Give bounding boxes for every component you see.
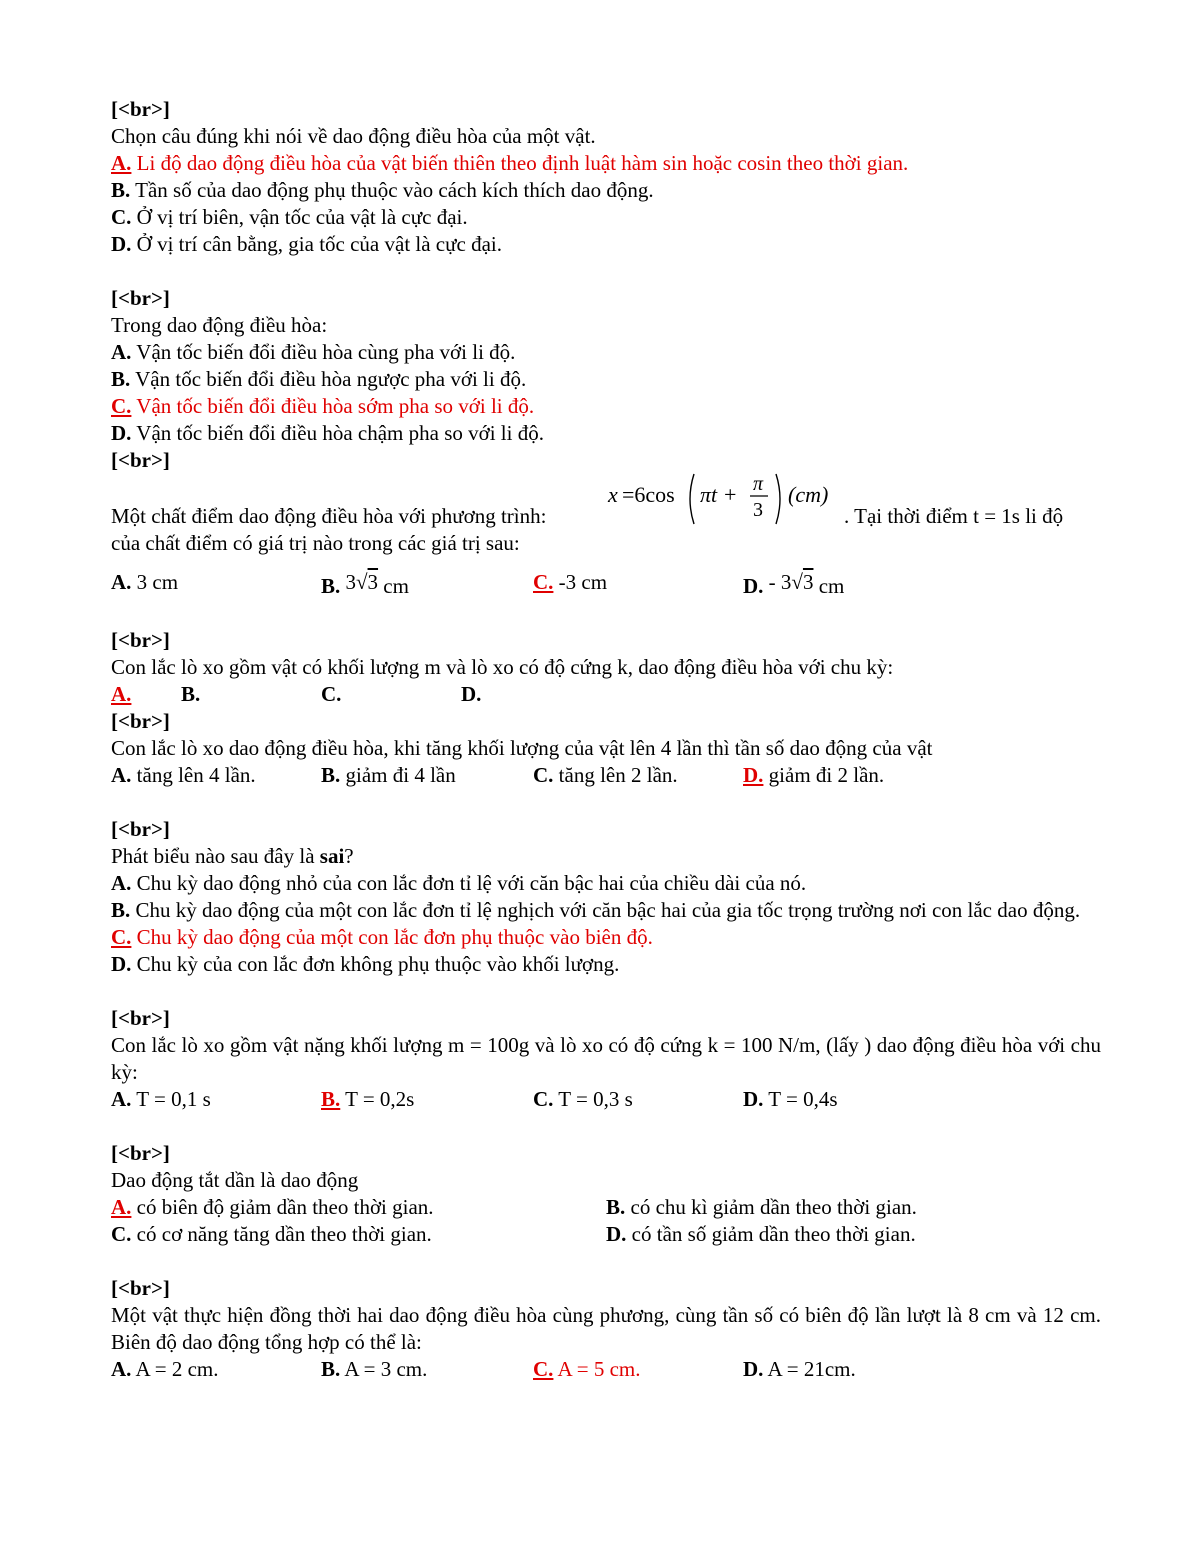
option-label: A. <box>111 151 132 175</box>
question-stem: Con lắc lò xo gồm vật có khối lượng m và lò xo có độ cứng k, dao động điều hòa với chu kỳ: <box>111 655 894 679</box>
eq-unit: (cm) <box>788 482 829 507</box>
option-d <box>111 231 1101 258</box>
option-label: C. <box>111 1222 132 1246</box>
option-a <box>111 762 321 789</box>
question-3 <box>111 447 1101 600</box>
option-text: Vận tốc biến đổi điều hòa sớm pha so với li độ. <box>131 394 535 418</box>
option-label: B. <box>111 178 131 202</box>
question-stem-line2: của chất điểm có giá trị nào trong các giá trị sau: <box>111 531 520 555</box>
question-separator: [<br>] <box>111 448 170 472</box>
question-stem: Một chất điểm dao động điều hòa với phương trình: <box>111 504 547 528</box>
question-1 <box>111 96 1101 258</box>
option-text: Chu kỳ của con lắc đơn không phụ thuộc vào khối lượng. <box>131 952 620 976</box>
option-label: B. <box>321 1357 341 1381</box>
options-row <box>111 569 1101 600</box>
option-text: giảm đi 4 lần <box>340 763 456 787</box>
eq-numerator: π <box>753 473 764 495</box>
option-b <box>111 366 1101 393</box>
option-b <box>111 177 1101 204</box>
option-b-correct <box>321 1086 533 1113</box>
question-6 <box>111 816 1101 978</box>
option-text: giảm đi 2 lần. <box>763 763 885 787</box>
option-text: Vận tốc biến đổi điều hòa cùng pha với li độ. <box>131 340 516 364</box>
question-7 <box>111 1005 1101 1113</box>
option-text: Chu kỳ dao động của một con lắc đơn phụ thuộc vào biên độ. <box>131 925 653 949</box>
option-b <box>181 681 321 708</box>
option-text: Chu kỳ dao động của một con lắc đơn tỉ lệ nghịch với căn bậc hai của gia tốc trọng trường nơi con lắc dao động. <box>130 898 1081 922</box>
option-a <box>111 339 1101 366</box>
option-label: B. <box>321 1087 341 1111</box>
option-text: có biên độ giảm dần theo thời gian. <box>131 1195 434 1219</box>
option-label: D. <box>111 952 132 976</box>
question-stem: Chọn câu đúng khi nói về dao động điều hòa của một vật. <box>111 124 596 148</box>
option-c <box>533 762 743 789</box>
radical-expression <box>346 569 379 596</box>
option-d <box>111 420 1101 447</box>
option-label: B. <box>606 1195 626 1219</box>
radical-coef: 3 <box>345 570 357 594</box>
option-a-correct <box>111 150 1101 177</box>
options-grid <box>111 1194 1101 1248</box>
option-text: Chu kỳ dao động nhỏ của con lắc đơn tỉ lệ với căn bậc hai của chiều dài của nó. <box>131 871 807 895</box>
question-separator: [<br>] <box>111 628 170 652</box>
option-a-correct <box>111 681 181 708</box>
option-text: Ở vị trí cân bằng, gia tốc của vật là cực đại. <box>131 232 502 256</box>
equation-graphic <box>606 468 846 530</box>
option-label: A. <box>111 1087 132 1111</box>
option-b <box>321 762 533 789</box>
option-label: C. <box>533 1087 554 1111</box>
option-label: D. <box>743 1357 764 1381</box>
option-a <box>111 1086 321 1113</box>
option-b <box>321 569 533 600</box>
option-c <box>111 204 1101 231</box>
option-text: A = 3 cm. <box>340 1357 428 1381</box>
radical-coef: 3 <box>780 570 792 594</box>
option-label: C. <box>533 763 554 787</box>
question-stem <box>111 843 1101 870</box>
option-text: T = 0,3 s <box>553 1087 633 1111</box>
options-row <box>111 681 1101 708</box>
option-b <box>111 897 1101 924</box>
option-label: C. <box>321 682 342 706</box>
question-stem: Dao động tắt dần là dao động <box>111 1168 359 1192</box>
option-label: B. <box>111 898 131 922</box>
option-a-correct <box>111 1194 606 1221</box>
option-text: T = 0,1 s <box>131 1087 211 1111</box>
option-label: D. <box>743 574 764 598</box>
option-text: Vận tốc biến đổi điều hòa ngược pha với li độ. <box>130 367 527 391</box>
option-text: có cơ năng tăng dần theo thời gian. <box>131 1222 432 1246</box>
radicand: 3 <box>367 570 379 594</box>
option-text: Ở vị trí biên, vận tốc của vật là cực đại. <box>131 205 468 229</box>
options-row <box>111 1356 1101 1383</box>
options-row <box>111 762 1101 789</box>
option-unit: cm <box>383 574 409 598</box>
option-label: D. <box>743 1087 764 1111</box>
option-c-correct <box>111 393 1101 420</box>
option-label: D. <box>461 682 482 706</box>
question-9 <box>111 1275 1101 1383</box>
right-paren <box>776 474 780 524</box>
option-text: có tần số giảm dần theo thời gian. <box>626 1222 916 1246</box>
question-5 <box>111 708 1101 789</box>
option-label: A. <box>111 682 132 706</box>
question-separator: [<br>] <box>111 286 170 310</box>
stem-end: ? <box>344 844 354 868</box>
question-stem-tail: . Tại thời điểm t = 1s li độ <box>844 504 1064 528</box>
question-separator: [<br>] <box>111 97 170 121</box>
option-text: T = 0,2s <box>340 1087 415 1111</box>
option-text: A = 5 cm. <box>553 1357 641 1381</box>
option-text: A = 2 cm. <box>131 1357 219 1381</box>
radical-sign: - <box>768 570 776 594</box>
stem-emphasis: sai <box>319 844 345 868</box>
option-label: C. <box>111 925 132 949</box>
radicand: 3 <box>802 570 814 594</box>
option-label: D. <box>743 763 764 787</box>
option-label: C. <box>111 394 132 418</box>
option-text: Tần số của dao động phụ thuộc vào cách kích thích dao động. <box>130 178 654 202</box>
option-text: Li độ dao động điều hòa của vật biến thiên theo định luật hàm sin hoặc cosin theo thời gian. <box>131 151 909 175</box>
option-label: A. <box>111 1357 132 1381</box>
option-a <box>111 1356 321 1383</box>
eq-arg: πt + <box>700 482 738 507</box>
option-d <box>111 951 1101 978</box>
option-label: D. <box>111 421 132 445</box>
eq-lhs: x <box>608 482 618 507</box>
sqrt-icon: √ <box>791 570 803 594</box>
question-stem: Con lắc lò xo gồm vật nặng khối lượng m = 100g và lò xo có độ cứng k = 100 N/m, (lấy ) dao động điều hòa với chu kỳ: <box>111 1033 1101 1084</box>
option-text: T = 0,4s <box>763 1087 838 1111</box>
option-label: A. <box>111 763 132 787</box>
document-page <box>111 96 1101 1410</box>
option-label: C. <box>533 570 554 594</box>
option-label: C. <box>111 205 132 229</box>
option-text: tăng lên 2 lần. <box>553 763 678 787</box>
option-d <box>461 681 481 708</box>
option-d <box>743 1356 856 1383</box>
option-text: A = 21cm. <box>763 1357 856 1381</box>
option-a <box>111 569 321 600</box>
option-c-correct <box>533 569 743 600</box>
option-label: B. <box>321 763 341 787</box>
option-label: A. <box>111 340 132 364</box>
option-text: tăng lên 4 lần. <box>131 763 256 787</box>
left-paren <box>690 474 694 524</box>
option-c <box>533 1086 743 1113</box>
option-label: B. <box>111 367 131 391</box>
option-text: -3 cm <box>553 570 608 594</box>
question-stem: Trong dao động điều hòa: <box>111 313 328 337</box>
question-8 <box>111 1140 1101 1248</box>
option-label: B. <box>181 682 201 706</box>
question-separator: [<br>] <box>111 1276 170 1300</box>
question-separator: [<br>] <box>111 817 170 841</box>
sqrt-icon: √ <box>356 570 368 594</box>
question-separator: [<br>] <box>111 709 170 733</box>
option-text: có chu kì giảm dần theo thời gian. <box>625 1195 917 1219</box>
eq-cos: =6cos <box>622 482 675 507</box>
eq-denominator: 3 <box>753 499 763 521</box>
option-c-correct <box>111 924 1101 951</box>
option-c-correct <box>533 1356 743 1383</box>
option-label: A. <box>111 570 132 594</box>
question-stem-with-equation <box>111 474 1101 530</box>
option-b <box>321 1356 533 1383</box>
question-stem: Con lắc lò xo dao động điều hòa, khi tăng khối lượng của vật lên 4 lần thì tần số dao động của vật <box>111 736 933 760</box>
option-unit: cm <box>818 574 845 598</box>
option-label: B. <box>321 574 341 598</box>
option-label: C. <box>533 1357 554 1381</box>
option-label: A. <box>111 1195 132 1219</box>
question-separator: [<br>] <box>111 1141 170 1165</box>
option-d <box>606 1221 1101 1248</box>
stem-text: Phát biểu nào sau đây là <box>111 844 320 868</box>
question-separator: [<br>] <box>111 1006 170 1030</box>
question-stem: Một vật thực hiện đồng thời hai dao động điều hòa cùng phương, cùng tần số có biên độ lần lượt là 8 cm và 12 cm. Biên độ dao động tổng hợp có thể là: <box>111 1303 1101 1354</box>
options-row <box>111 1086 1101 1113</box>
option-label: D. <box>606 1222 627 1246</box>
option-c <box>321 681 461 708</box>
option-label: D. <box>111 232 132 256</box>
option-b <box>606 1194 1101 1221</box>
option-d <box>743 1086 838 1113</box>
option-c <box>111 1221 606 1248</box>
question-2 <box>111 285 1101 447</box>
option-text: 3 cm <box>131 570 179 594</box>
radical-expression <box>769 569 814 596</box>
option-d-correct <box>743 762 884 789</box>
option-d <box>743 569 844 600</box>
option-text: Vận tốc biến đổi điều hòa chậm pha so với li độ. <box>131 421 544 445</box>
option-label: A. <box>111 871 132 895</box>
option-a <box>111 870 1101 897</box>
question-4 <box>111 627 1101 708</box>
